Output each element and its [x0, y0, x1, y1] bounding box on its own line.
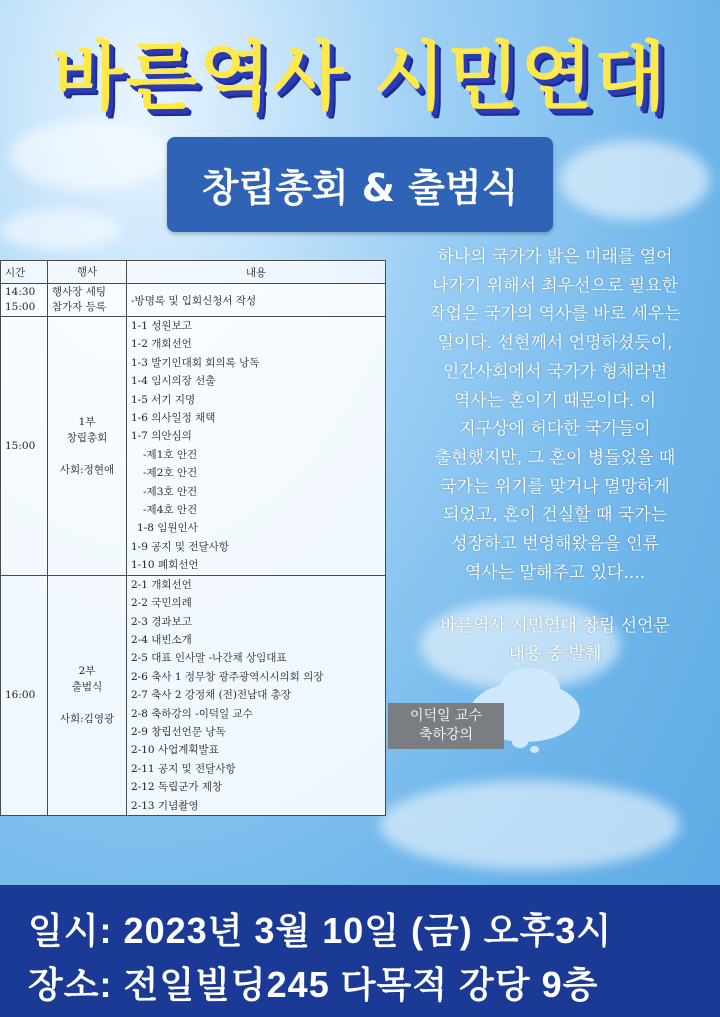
declaration-quote: [400, 243, 710, 587]
quote-line: 역사는 말해주고 있다....: [464, 562, 646, 583]
quote-line: 되었고, 혼이 건실할 때 국가는: [442, 505, 668, 526]
thought-bubble: [530, 746, 539, 753]
cloud-decoration: [560, 140, 710, 220]
quote-line: 일이다. 선현께서 언명하셨듯이,: [437, 333, 673, 354]
part2-time: 16:00: [1, 575, 48, 815]
source-line: 내용 중 발췌: [508, 644, 602, 664]
event-line: 창립총회: [66, 431, 108, 444]
list-item: 2-4 내빈소개: [131, 633, 192, 646]
quote-line: 작업은 국가의 역사를 바로 세우는: [429, 304, 681, 325]
quote-line: 역사는 혼이기 때문이다. 이: [453, 390, 657, 411]
list-item: 2-10 사업계획발표: [131, 744, 219, 757]
cloud-decoration: [10, 120, 170, 190]
list-item: 1-7 의안심의: [131, 430, 192, 443]
list-item: 2-6 축사 1 정무창 광주광역시시의회 의장: [131, 670, 324, 683]
quote-line: 인간사회에서 국가가 형체라면: [442, 361, 668, 382]
quote-line: 국가는 위기를 맞거나 멸망하게: [440, 476, 670, 497]
header-time: 시간: [1, 261, 48, 284]
event-date: 일시: 2023년 3월 10일 (금) 오후3시: [28, 910, 613, 951]
table-row: [1, 575, 386, 815]
list-item: 2-3 경과보고: [131, 615, 192, 628]
event-line: 출범식: [71, 681, 103, 694]
list-item: 2-1 개회선언: [131, 578, 192, 591]
list-item: 1-9 공지 및 전달사항: [131, 540, 229, 553]
list-item: 1-10 폐회선언: [131, 559, 199, 572]
list-item: -제4호 안건: [143, 504, 198, 517]
list-item: -제3호 안건: [143, 485, 198, 498]
list-item: 2-12 독립군가 제창: [131, 781, 223, 794]
quote-line: 성장하고 번영해왔음을 인류: [451, 534, 659, 555]
list-item: 1-6 의사일정 채택: [131, 412, 216, 425]
source-line: 바른역사 시민연대 창립 선언문: [440, 616, 670, 636]
cloud-decoration: [380, 780, 680, 870]
event-place: 장소: 전일빌딩245 다목적 강당 9층: [28, 964, 599, 1005]
event-line: 1부: [78, 415, 96, 428]
list-item: 2-8 축하강의 -이덕일 교수: [131, 707, 253, 720]
list-item: 2-11 공지 및 전달사항: [131, 762, 236, 775]
list-item: 2-13 기념촬영: [131, 799, 199, 812]
subtitle-banner: [167, 137, 553, 232]
part1-time: 15:00: [1, 317, 48, 576]
list-item: 2-7 축사 2 강정채 (전)전남대 총장: [131, 689, 292, 702]
list-item: 1-4 임시의장 선출: [131, 375, 216, 388]
list-item: 1-5 서기 지명: [131, 393, 196, 406]
event-line: [52, 446, 122, 462]
subtitle-text: 창립총회 & 출범식: [201, 166, 519, 210]
list-item: 1-2 개회선언: [131, 338, 192, 351]
header-event: 행사: [48, 261, 127, 284]
footer-banner: [0, 885, 720, 1017]
thought-bubble: [512, 736, 528, 748]
table-row: [1, 317, 386, 576]
lecture-line: 이덕일 교수: [409, 708, 483, 724]
event-line: 사회:정현애: [59, 463, 115, 476]
header-content: 내용: [127, 261, 386, 284]
page-title: 바른역사 시민연대: [52, 34, 668, 120]
event-line: 사회:김영광: [59, 713, 115, 726]
registration-time: [1, 284, 48, 317]
list-item: 2-5 대표 인사말 -나간채 상임대표: [131, 652, 287, 665]
event-line: [52, 695, 122, 711]
cloud-decoration: [0, 210, 120, 250]
thought-bubble: [500, 668, 560, 708]
quote-line: 지구상에 허다한 국가들이: [459, 419, 651, 440]
event-line: 참가자 등록: [52, 301, 107, 313]
registration-content: -방명록 및 입회신청서 작성: [127, 284, 386, 317]
part2-content: [127, 575, 386, 815]
quote-source: [400, 612, 710, 668]
list-item: 1-1 성원보고: [131, 320, 192, 332]
lecture-badge: [388, 703, 504, 749]
quote-line: 나가기 위해서 최우선으로 필요한: [431, 275, 679, 296]
registration-event: [48, 284, 127, 317]
list-item: 2-9 창립선언문 낭독: [131, 725, 226, 738]
time-line: 14:30: [5, 286, 36, 298]
part1-content: [127, 317, 386, 576]
table-header-row: [1, 261, 386, 284]
time-line: 15:00: [5, 301, 36, 313]
event-line: 2부: [78, 665, 96, 678]
list-item: 2-2 국민의례: [131, 597, 192, 610]
quote-line: 출현했지만, 그 혼이 병들었을 때: [434, 447, 676, 468]
schedule-table: [0, 260, 386, 816]
list-item: -제1호 안건: [143, 448, 198, 461]
table-row: [1, 284, 386, 317]
quote-line: 하나의 국가가 밝은 미래를 열어: [437, 247, 673, 267]
list-item: 1-3 발기인대회 회의록 낭독: [131, 356, 260, 369]
lecture-line: 축하강의: [418, 727, 474, 743]
list-item: -제2호 안건: [143, 467, 198, 480]
list-item: 1-8 임원인사: [137, 522, 198, 535]
part2-event: [48, 575, 127, 815]
event-line: 행사장 세팅: [52, 286, 107, 298]
part1-event: [48, 317, 127, 576]
